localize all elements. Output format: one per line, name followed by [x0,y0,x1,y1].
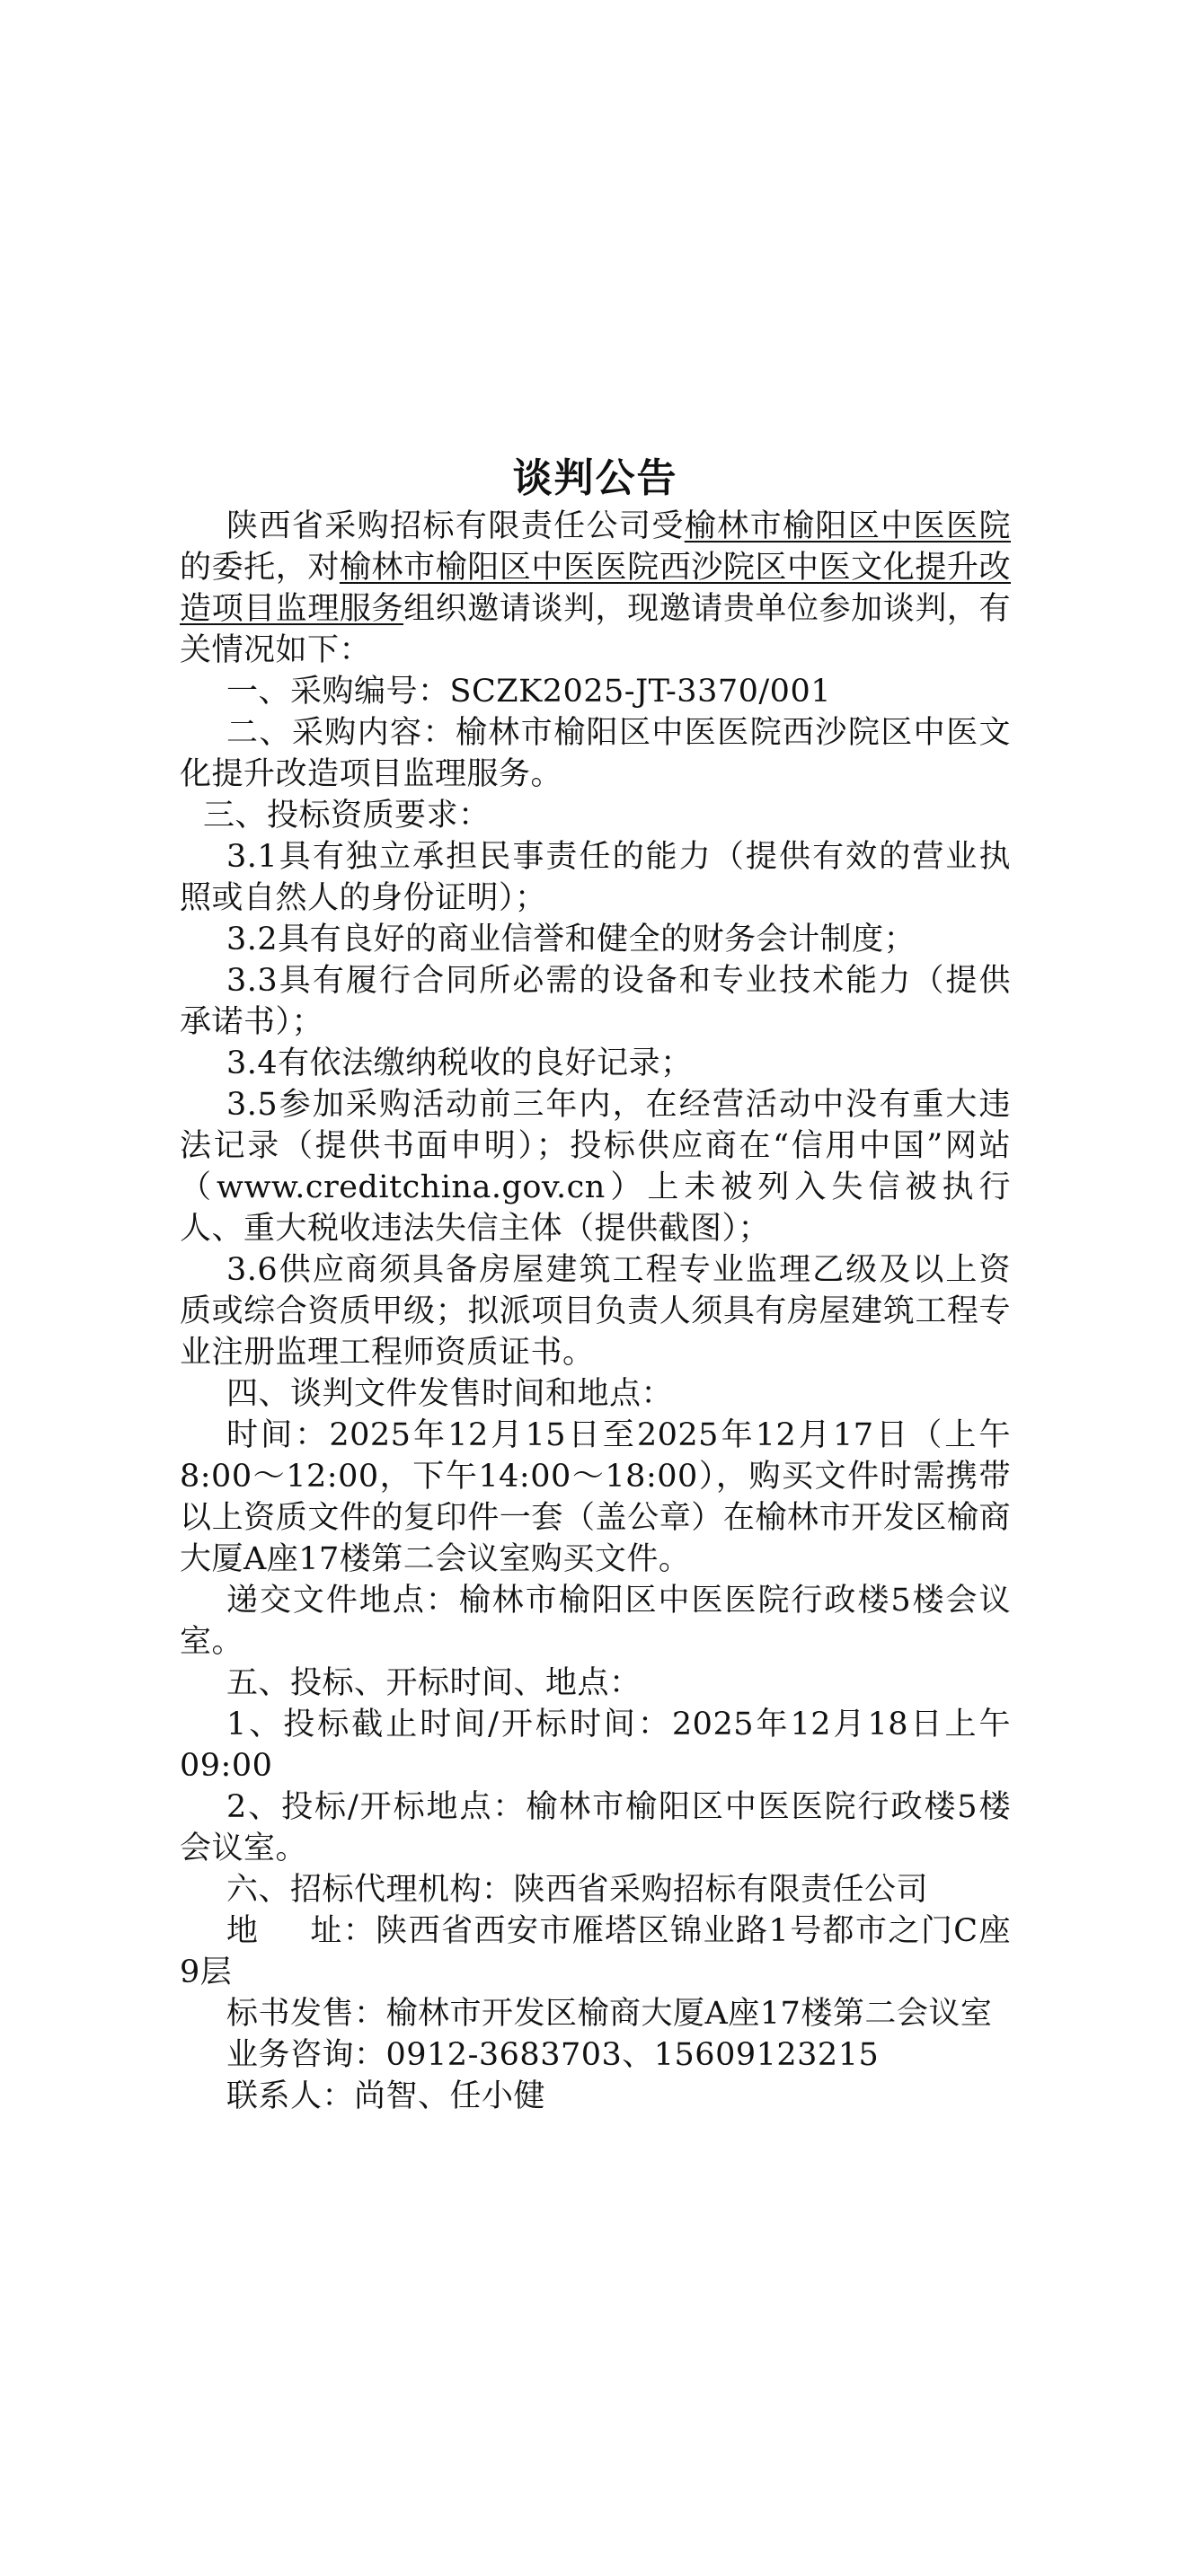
section-bidding-heading: 五、投标、开标时间、地点： [226,1665,642,1701]
sale-time-paragraph: 时间：2025年12月15日至2025年12月17日（上午8:00～12:00，下午14:00～18:00），购买文件时需携带以上资质文件的复印件一套（盖公章）在榆林市开发区榆商大厦A座17楼第二会议室购买文件。 [180,1417,1011,1577]
document-sale-location: 标书发售：榆林市开发区榆商大厦A座17楼第二会议室 [226,1996,993,2032]
qualification-item-4: 3.4有依法缴纳税收的良好记录； [226,1045,693,1081]
bidding-deadline: 1、投标截止时间/开标时间：2025年12月18日上午09:00 [180,1707,1011,1784]
agency-address [180,1910,1011,1993]
contact-persons: 联系人：尚智、任小健 [226,2078,546,2114]
intro-text-3: 组织邀请谈判，现邀请贵单位参加谈判，有关情况如下： [180,591,1011,668]
qualification-item-1: 3.1具有独立承担民事责任的能力（提供有效的营业执照或自然人的身份证明）； [180,839,1011,916]
intro-text-1: 陕西省采购招标有限责任公司受 [226,508,685,544]
address-label-char-1: 地 [226,1913,260,1949]
qualification-item-5: 3.5参加采购活动前三年内，在经营活动中没有重大违法记录（提供书面申明）；投标供应商在“信用中国”网站（www.creditchina.gov.cn）上未被列入失信被执行人、重大税收违法失信主体（提供截图）； [180,1087,1011,1247]
qualification-item-2: 3.2具有良好的商业信誉和健全的财务会计制度； [226,922,916,957]
section-procurement-number: 一、采购编号：SCZK2025-JT-3370/001 [226,674,831,710]
intro-text-2: 的委托，对 [180,550,340,586]
qualification-item-3: 3.3具有履行合同所必需的设备和专业技术能力（提供承诺书）； [180,963,1011,1040]
client-name: 榆林市榆阳区中医医院 [684,508,1011,544]
section-sale-heading: 四、谈判文件发售时间和地点： [226,1376,674,1412]
section-qualification-heading: 三、投标资质要求： [203,798,491,834]
qualification-item-6: 3.6供应商须具备房屋建筑工程专业监理乙级及以上资质或综合资质甲级；拟派项目负责人须具有房屋建筑工程专业注册监理工程师资质证书。 [180,1252,1011,1371]
address-text: 址：陕西省西安市雁塔区锦业路1号都市之门C座9层 [180,1913,1011,1990]
submission-location: 递交文件地点：榆林市榆阳区中医医院行政楼5楼会议室。 [180,1583,1011,1660]
section-procurement-content: 二、采购内容：榆林市榆阳区中医医院西沙院区中医文化提升改造项目监理服务。 [180,715,1011,792]
business-consultation: 业务咨询：0912-3683703、15609123215 [226,2037,880,2073]
section-agency: 六、招标代理机构：陕西省采购招标有限责任公司 [226,1872,929,1908]
intro-paragraph [180,506,1011,671]
document-title: 谈判公告 [512,455,678,501]
project-name: 榆林市榆阳区中医医院西沙院区中医文化提升改造项目监理服务 [180,550,1011,627]
bidding-location: 2、投标/开标地点：榆林市榆阳区中医医院行政楼5楼会议室。 [180,1789,1011,1866]
announcement-document [180,454,1011,2117]
